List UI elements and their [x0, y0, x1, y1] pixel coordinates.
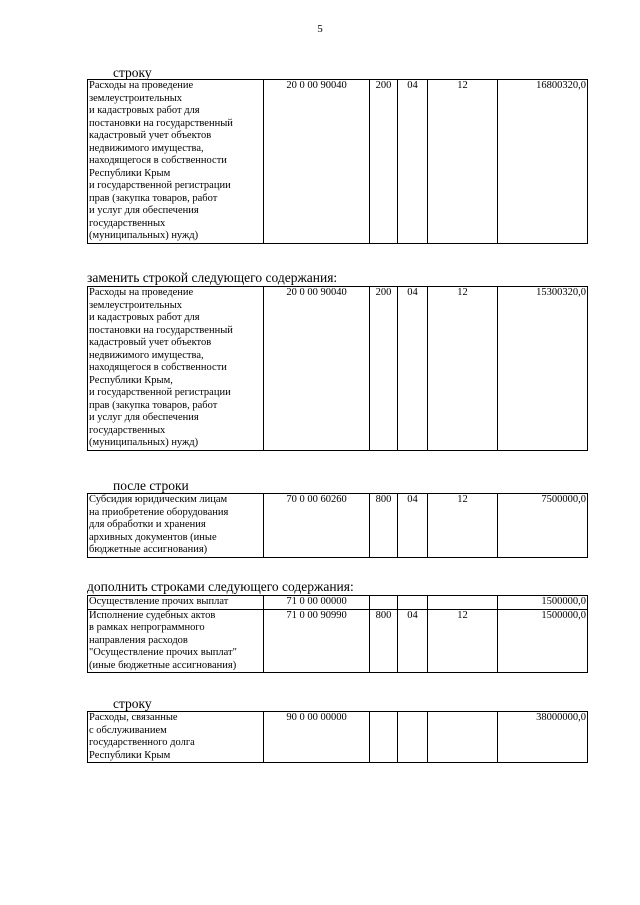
section-label: заменить строкой следующего содержания: — [87, 270, 338, 285]
row-description: Субсидия юридическим лицам на приобретение оборудования для обработки и хранения архивных документов (иные бюджетные ассигнования) — [88, 494, 264, 558]
budget-table — [87, 595, 588, 673]
expense-type-code: 200 — [370, 80, 398, 244]
amount: 1500000,0 — [498, 596, 588, 610]
expense-type-code: 800 — [370, 494, 398, 558]
target-article-code: 90 0 00 00000 — [264, 712, 370, 763]
section-code — [398, 596, 428, 610]
target-article-code: 70 0 00 60260 — [264, 494, 370, 558]
section-label: строку — [113, 696, 152, 711]
amount: 15300320,0 — [498, 287, 588, 451]
budget-table — [87, 286, 588, 451]
subsection-code: 12 — [428, 609, 498, 673]
table-row — [88, 712, 588, 763]
budget-table — [87, 79, 588, 244]
expense-type-code: 800 — [370, 609, 398, 673]
amount: 38000000,0 — [498, 712, 588, 763]
target-article-code: 71 0 00 00000 — [264, 596, 370, 610]
section-label: дополнить строками следующего содержания: — [87, 579, 354, 594]
subsection-code — [428, 596, 498, 610]
table-row — [88, 494, 588, 558]
subsection-code: 12 — [428, 80, 498, 244]
amount: 1500000,0 — [498, 609, 588, 673]
section-code: 04 — [398, 609, 428, 673]
row-description: Расходы на проведение землеустроительных и кадастровых работ для постановки на государственный кадастровый учет объектов недвижимого имущества, находящегося в собственности Республики Крым и государственной регистрации прав (закупка товаров, работ и услуг для обеспечения государственных (муниципальных) нужд) — [88, 80, 264, 244]
budget-table — [87, 711, 588, 763]
table-row — [88, 80, 588, 244]
table-row — [88, 287, 588, 451]
section-label: строку — [113, 65, 152, 80]
expense-type-code: 200 — [370, 287, 398, 451]
budget-table — [87, 493, 588, 558]
subsection-code: 12 — [428, 494, 498, 558]
section-code — [398, 712, 428, 763]
subsection-code: 12 — [428, 287, 498, 451]
target-article-code: 20 0 00 90040 — [264, 80, 370, 244]
row-description: Исполнение судебных актов в рамках непрограммного направления расходов "Осуществление прочих выплат" (иные бюджетные ассигнования) — [88, 609, 264, 673]
section-code: 04 — [398, 80, 428, 244]
row-description: Расходы, связанные с обслуживанием государственного долга Республики Крым — [88, 712, 264, 763]
section-code: 04 — [398, 494, 428, 558]
target-article-code: 20 0 00 90040 — [264, 287, 370, 451]
amount: 7500000,0 — [498, 494, 588, 558]
expense-type-code — [370, 712, 398, 763]
amount: 16800320,0 — [498, 80, 588, 244]
row-description: Расходы на проведение землеустроительных и кадастровых работ для постановки на государственный кадастровый учет объектов недвижимого имущества, находящегося в собственности Республики Крым, и государственной регистрации прав (закупка товаров, работ и услуг для обеспечения государственных (муниципальных) нужд) — [88, 287, 264, 451]
target-article-code: 71 0 00 90990 — [264, 609, 370, 673]
section-label: после строки — [113, 478, 189, 493]
table-row — [88, 609, 588, 673]
section-code: 04 — [398, 287, 428, 451]
subsection-code — [428, 712, 498, 763]
page-number: 5 — [317, 23, 323, 35]
row-description: Осуществление прочих выплат — [88, 596, 264, 610]
table-row — [88, 596, 588, 610]
expense-type-code — [370, 596, 398, 610]
